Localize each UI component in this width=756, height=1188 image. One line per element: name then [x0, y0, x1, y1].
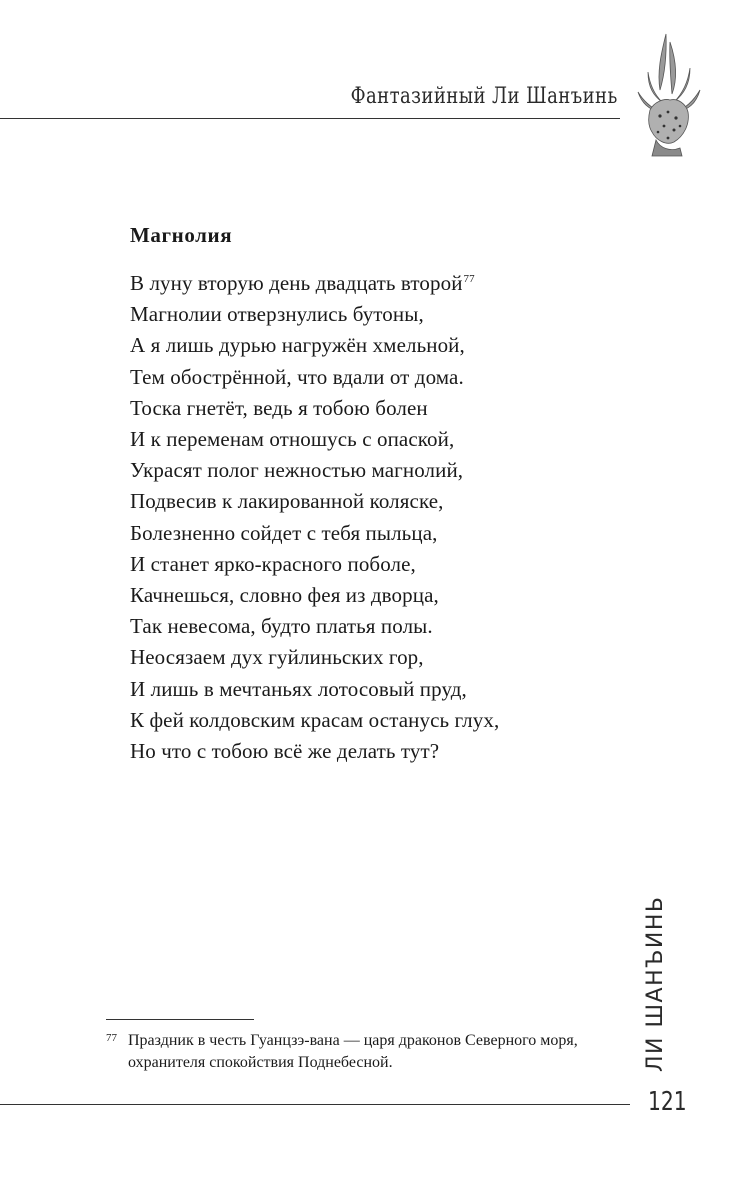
poem-line: Болезненно сойдет с тебя пыльца, — [130, 520, 438, 545]
poem-line: Магнолии отверзнулись бутоны, — [130, 302, 424, 327]
footer-rule — [0, 1104, 630, 1105]
poem-line: Тем обострённой, что вдали от дома. — [130, 364, 464, 389]
side-author-title: ЛИ ШАНЪИНЬ — [643, 895, 668, 1072]
magnolia-sculpture-icon — [630, 32, 708, 160]
poem-line: И станет ярко-красного поболе, — [130, 551, 416, 576]
poem-line: А я лишь дурью нагружён хмельной, — [130, 333, 465, 358]
page-number: 121 — [648, 1087, 687, 1117]
poem-line: И лишь в мечтаньях лотосовый пруд, — [130, 676, 467, 701]
poem-line: И к переменам отношусь с опаской, — [130, 427, 455, 452]
poem-line: Так невесома, будто платья полы. — [130, 614, 433, 639]
poem — [130, 218, 630, 767]
poem-line: Подвесив к лакированной коляске, — [130, 489, 444, 514]
header-rule — [0, 118, 620, 119]
running-header: Фантазийный Ли Шанъинь — [350, 84, 618, 109]
poem-line: Тоска гнетёт, ведь я тобою болен — [130, 395, 428, 420]
footnote-text: Праздник в честь Гуанцзэ-вана — царя драконов Северного моря, охранителя спокойствия Поднебесной. — [128, 1032, 578, 1071]
poem-line: Но что с тобою всё же делать тут? — [130, 739, 440, 764]
poem-body — [130, 268, 630, 767]
footnote — [106, 1030, 646, 1074]
footnote-mark: 77 — [106, 1032, 117, 1044]
poem-line — [130, 268, 630, 299]
footnote-reference: 77 — [463, 273, 475, 285]
poem-title: Магнолия — [130, 223, 233, 247]
footnote-rule — [106, 1019, 254, 1020]
poem-line: Качнешься, словно фея из дворца, — [130, 583, 439, 608]
poem-line-text: В луну вторую день двадцать второй — [130, 271, 463, 295]
poem-line: Украсят полог нежностью магнолий, — [130, 458, 464, 483]
poem-line: К фей колдовским красам останусь глух, — [130, 707, 500, 732]
poem-line: Неосязаем дух гуйлиньских гор, — [130, 645, 424, 670]
